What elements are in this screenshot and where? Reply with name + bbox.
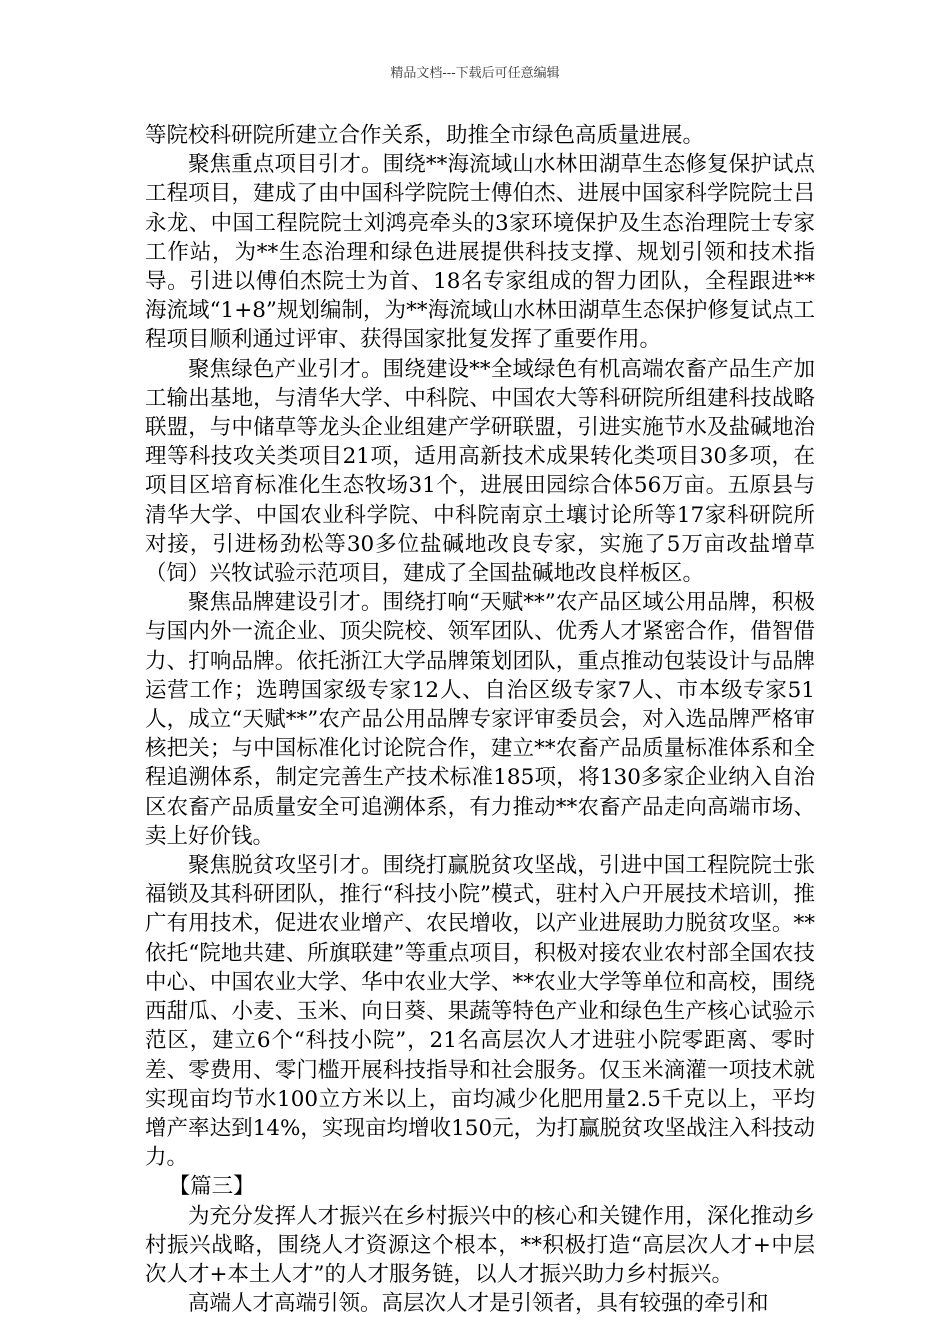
paragraph-key-project-talent: 聚焦重点项目引才。围绕**海流域山水林田湖草生态修复保护试点工程项目，建成了由中国科学院院士傅伯杰、进展中国家科学院院士吕永龙、中国工程院院士刘鸿亮牵头的3家环境保护及生态治理院士专家工作站，为**生态治理和绿色进展提供科技支撑、规划引领和技术指导。引进以傅伯杰院士为首、18名专家组成的智力团队，全程跟进**海流域“1+8”规划编制，为**海流域山水林田湖草生态保护修复试点工程项目顺利通过评审、获得国家批复发挥了重要作用。 <box>145 152 815 353</box>
page-header: 精品文档---下载后可任意编辑 <box>390 66 560 81</box>
document-body <box>145 121 815 1318</box>
paragraph-poverty-alleviation-talent: 聚焦脱贫攻坚引才。围绕打赢脱贫攻坚战，引进中国工程院院士张福锁及其科研团队，推行“科技小院”模式，驻村入户开展技术培训，推广有用技术，促进农业增产、农民增收，以产业进展助力脱贫攻坚。**依托“院地共建、所旗联建”等重点项目，积极对接农业农村部全国农技中心、中国农业大学、华中农业大学、**农业大学等单位和高校，围绕西甜瓜、小麦、玉米、向日葵、果蔬等特色产业和绿色生产核心试验示范区，建立6个“科技小院”，21名高层次人才进驻小院零距离、零时差、零费用、零门槛开展科技指导和社会服务。仅玉米滴灌一项技术就实现亩均节水100立方米以上，亩均减少化肥用量2.5千克以上，平均增产率达到14%，实现亩均增收150元，为打赢脱贫攻坚战注入科技动力。 <box>145 853 815 1171</box>
paragraph-brand-building-talent: 聚焦品牌建设引才。围绕打响“天赋**”农产品区域公用品牌，积极与国内外一流企业、顶尖院校、领军团队、优秀人才紧密合作，借智借力、打响品牌。依托浙江大学品牌策划团队，重点推动包装设计与品牌运营工作；选聘国家级专家12人、自治区级专家7人、市本级专家51人，成立“天赋**”农产品公用品牌专家评审委员会，对入选品牌严格审核把关；与中国标准化讨论院合作，建立**农畜产品质量标准体系和全程追溯体系，制定完善生产技术标准185项，将130多家企业纳入自治区农畜产品质量安全可追溯体系，有力推动**农畜产品走向高端市场、卖上好价钱。 <box>145 590 815 849</box>
paragraph-high-end-talent: 高端人才高端引领。高层次人才是引领者，具有较强的牵引和 <box>188 1291 769 1317</box>
paragraph-green-industry-talent: 聚焦绿色产业引才。围绕建设**全域绿色有机高端农畜产品生产加工输出基地，与清华大学、中科院、中国农大等科研院所组建科技战略联盟，与中储草等龙头企业组建产学研联盟，引进实施节水及盐碱地治理等科技攻关类项目21项，适用高新技术成果转化类项目30多项，在项目区培育标准化生态牧场31个，进展田园综合体56万亩。五原县与清华大学、中国农业科学院、中科院南京土壤讨论所等17家科研院所对接，引进杨劲松等30多位盐碱地改良专家，实施了5万亩改盐增草（饲）兴牧试验示范项目，建成了全国盐碱地改良样板区。 <box>145 356 815 587</box>
paragraph-continuation: 等院校科研院所建立合作关系，助推全市绿色高质量进展。 <box>145 123 705 148</box>
paragraph-intro-part-three: 为充分发挥人才振兴在乡村振兴中的核心和关键作用，深化推动乡村振兴战略，围绕人才资源这个根本，**积极打造“高层次人才+中层次人才+本土人才”的人才服务链，以人才振兴助力乡村振兴。 <box>145 1203 815 1287</box>
section-heading-part-three: 【篇三】 <box>168 1174 255 1200</box>
